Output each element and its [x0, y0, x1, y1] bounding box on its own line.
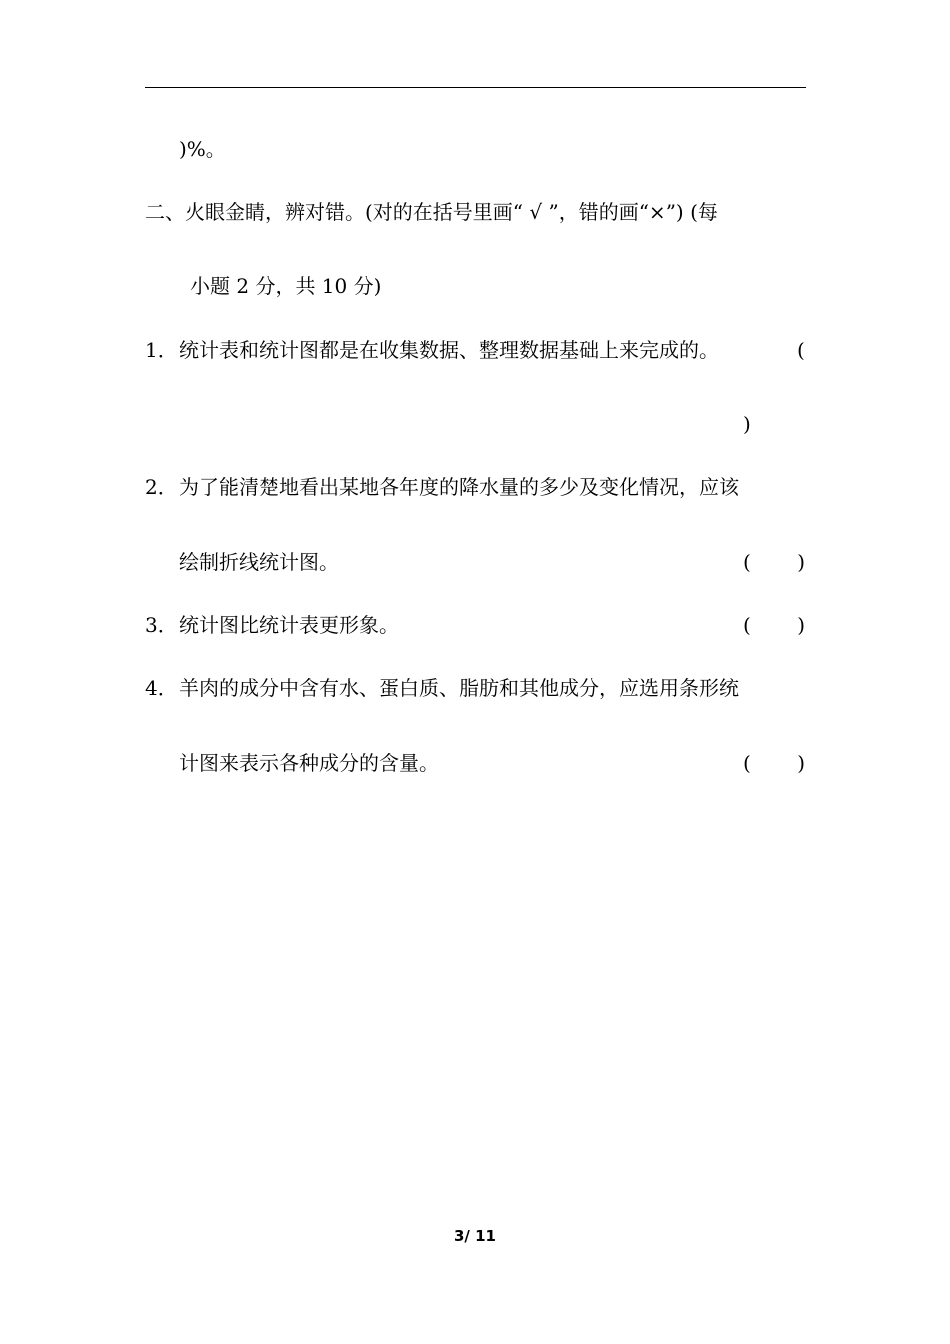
question-text: 统计表和统计图都是在收集数据、整理数据基础上来完成的。	[179, 338, 719, 362]
answer-paren-close: )	[797, 751, 805, 775]
answer-paren-close: )	[797, 550, 805, 574]
answer-paren[interactable]	[743, 612, 805, 638]
answer-paren-open[interactable]: (	[797, 338, 805, 362]
question-text: 羊肉的成分中含有水、蛋白质、脂肪和其他成分，应选用条形统	[179, 676, 739, 700]
question-text: 为了能清楚地看出某地各年度的降水量的多少及变化情况，应该	[179, 475, 739, 499]
header-rule	[145, 87, 806, 88]
continuation-text: )%。	[179, 137, 226, 161]
section-two-heading-cont: 小题 2 分，共 10 分)	[190, 274, 382, 298]
answer-paren[interactable]	[743, 549, 805, 575]
answer-paren-close[interactable]: )	[743, 412, 751, 436]
answer-paren-open: (	[743, 751, 751, 775]
answer-paren-open: (	[743, 613, 751, 637]
question-number: 4．	[145, 676, 178, 700]
question-number: 1．	[145, 338, 178, 362]
section-two-heading: 二、火眼金睛，辨对错。(对的在括号里画“ √ ”，错的画“×”) (每	[145, 200, 718, 224]
question-number: 2．	[145, 475, 178, 499]
question-number: 3．	[145, 613, 178, 637]
answer-paren[interactable]	[743, 750, 805, 776]
question-text-cont: 绘制折线统计图。	[179, 550, 339, 574]
answer-paren-open: (	[743, 550, 751, 574]
page-number: 3/ 11	[453, 1227, 496, 1245]
question-text: 统计图比统计表更形象。	[179, 613, 399, 637]
question-text-cont: 计图来表示各种成分的含量。	[179, 751, 439, 775]
answer-paren-close: )	[797, 613, 805, 637]
